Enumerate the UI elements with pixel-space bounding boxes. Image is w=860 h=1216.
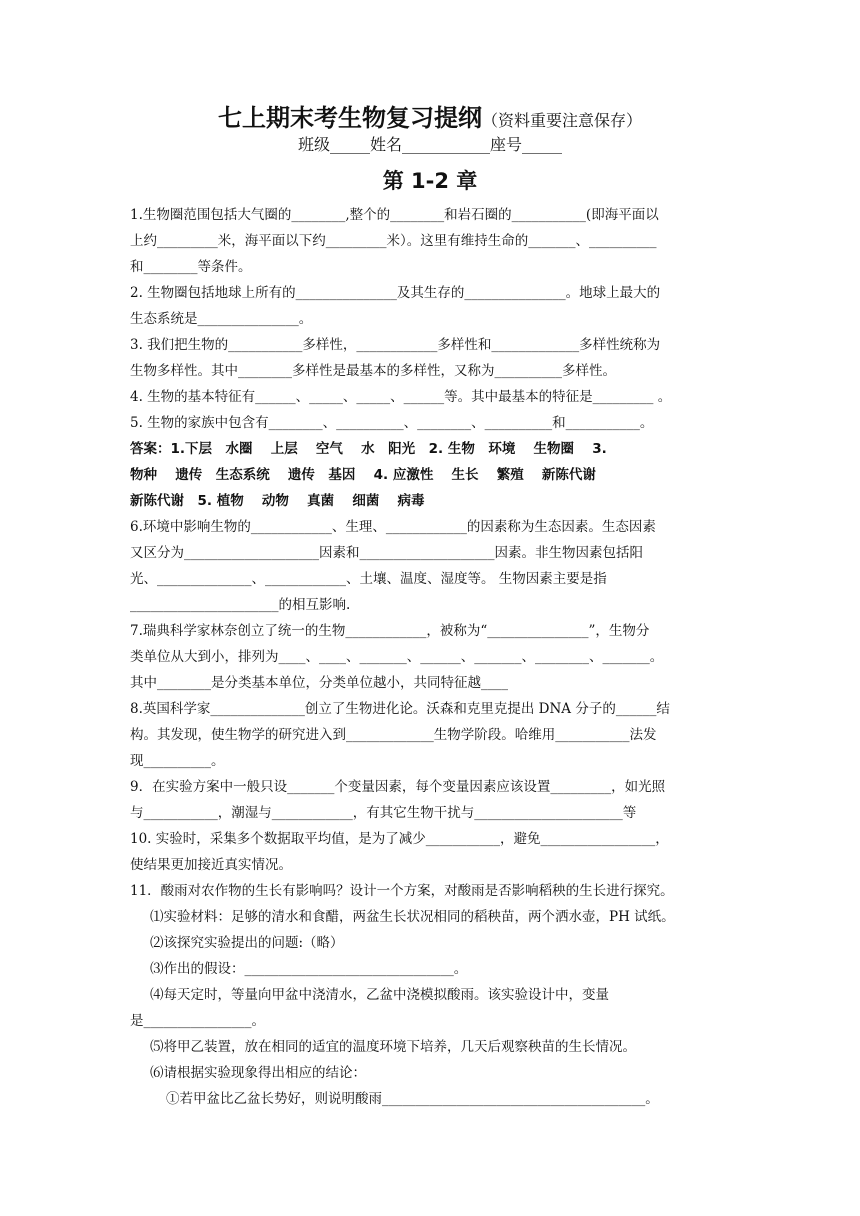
text-line: 5. 生物的家族中包含有________、__________、________、__________和___________。: [130, 415, 654, 431]
text-line: 生态系统是_______________。: [130, 311, 313, 327]
student-info-line: 班级_____姓名___________座号_____: [297, 135, 562, 154]
text-line: 7.瑞典科学家林奈创立了统一的生物____________，被称为“_______________”，生物分: [130, 623, 650, 639]
text-line: 和________等条件。: [130, 259, 252, 275]
text-line: 光、______________、____________、土壤、温度、湿度等。 生物因素主要是指: [130, 571, 607, 587]
text-line: 使结果更加接近真实情况。: [130, 857, 292, 873]
text-line: 6.环境中影响生物的____________、生理、____________的因素称为生态因素。生态因素: [130, 519, 656, 535]
text-line: ⑴实验材料：足够的清水和食醋，两盆生长状况相同的稻秧苗，两个洒水壶，PH 试纸。: [150, 909, 675, 925]
text-line: ⑶作出的假设：_______________________________。: [150, 961, 468, 977]
answer-line: 新陈代谢 5. 植物 动物 真菌 细菌 病毒: [130, 493, 425, 509]
answer-line: 答案：1.下层 水圈 上层 空气 水 阳光 2. 生物 环境 生物圈 3.: [130, 441, 607, 457]
title-note: （资料重要注意保存）: [481, 111, 642, 130]
text-line: 4. 生物的基本特征有______、_____、_____、______等。其中最基本的特征是_________ 。: [130, 389, 672, 405]
question-body: [130, 202, 730, 1112]
text-line: ⑵该探究实验提出的问题:（略）: [150, 935, 344, 951]
text-line: 构。其发现，使生物学的研究进入到_____________生物学阶段。哈维用___________法发: [130, 727, 657, 743]
text-line: ⑹请根据实验现象得出相应的结论：: [150, 1065, 366, 1081]
text-line: 类单位从大到小，排列为____、____、_______、______、_______、________、_______。: [130, 649, 664, 665]
text-line: 1.生物圈范围包括大气圈的________,整个的________和岩石圈的___________(即海平面以: [130, 207, 659, 223]
text-line: 其中________是分类基本单位，分类单位越小，共同特征越____: [130, 675, 508, 691]
text-line: 3. 我们把生物的___________多样性，____________多样性和_____________多样性统称为: [130, 337, 661, 353]
text-line: 11．酸雨对农作物的生长有影响吗？设计一个方案，对酸雨是否影响稻秧的生长进行探究。: [130, 883, 674, 899]
text-line: 是________________。: [130, 1013, 265, 1029]
text-line: ①若甲盆比乙盆长势好，则说明酸雨_______________________________________。: [166, 1091, 659, 1107]
answer-line: 物种 遗传 生态系统 遗传 基因 4. 应激性 生长 繁殖 新陈代谢: [130, 467, 596, 483]
chapter-heading: 第 1-2 章: [382, 169, 478, 193]
text-line: 生物多样性。其中________多样性是最基本的多样性，又称为__________多样性。: [130, 363, 616, 379]
title-main: 七上期末考生物复习提纲: [217, 104, 482, 132]
text-line: 2. 生物圈包括地球上所有的_______________及其生存的_______________。地球上最大的: [130, 285, 661, 301]
text-line: 与___________，潮湿与____________，有其它生物干扰与______________________等: [130, 805, 637, 821]
text-line: ______________________的相互影响.: [130, 597, 351, 613]
text-line: 8.英国科学家______________创立了生物进化论。沃森和克里克提出 DNA 分子的______结: [130, 701, 670, 717]
text-line: 现__________。: [130, 753, 225, 769]
text-line: 又区分为____________________因素和____________________因素。非生物因素包括阳: [130, 545, 643, 561]
text-line: ⑷每天定时，等量向甲盆中浇清水，乙盆中浇模拟酸雨。该实验设计中，变量: [150, 987, 609, 1003]
text-line: 9．在实验方案中一般只设_______个变量因素，每个变量因素应该设置_________，如光照: [130, 779, 666, 795]
text-line: 上约_________米，海平面以下约_________米）。这里有维持生命的_______、__________: [130, 233, 657, 249]
document-title: [0, 102, 860, 137]
text-line: ⑸将甲乙装置，放在相同的适宜的温度环境下培养，几天后观察秧苗的生长情况。: [150, 1039, 636, 1055]
text-line: 10. 实验时，采集多个数据取平均值，是为了减少___________，避免_________________，: [130, 831, 669, 847]
